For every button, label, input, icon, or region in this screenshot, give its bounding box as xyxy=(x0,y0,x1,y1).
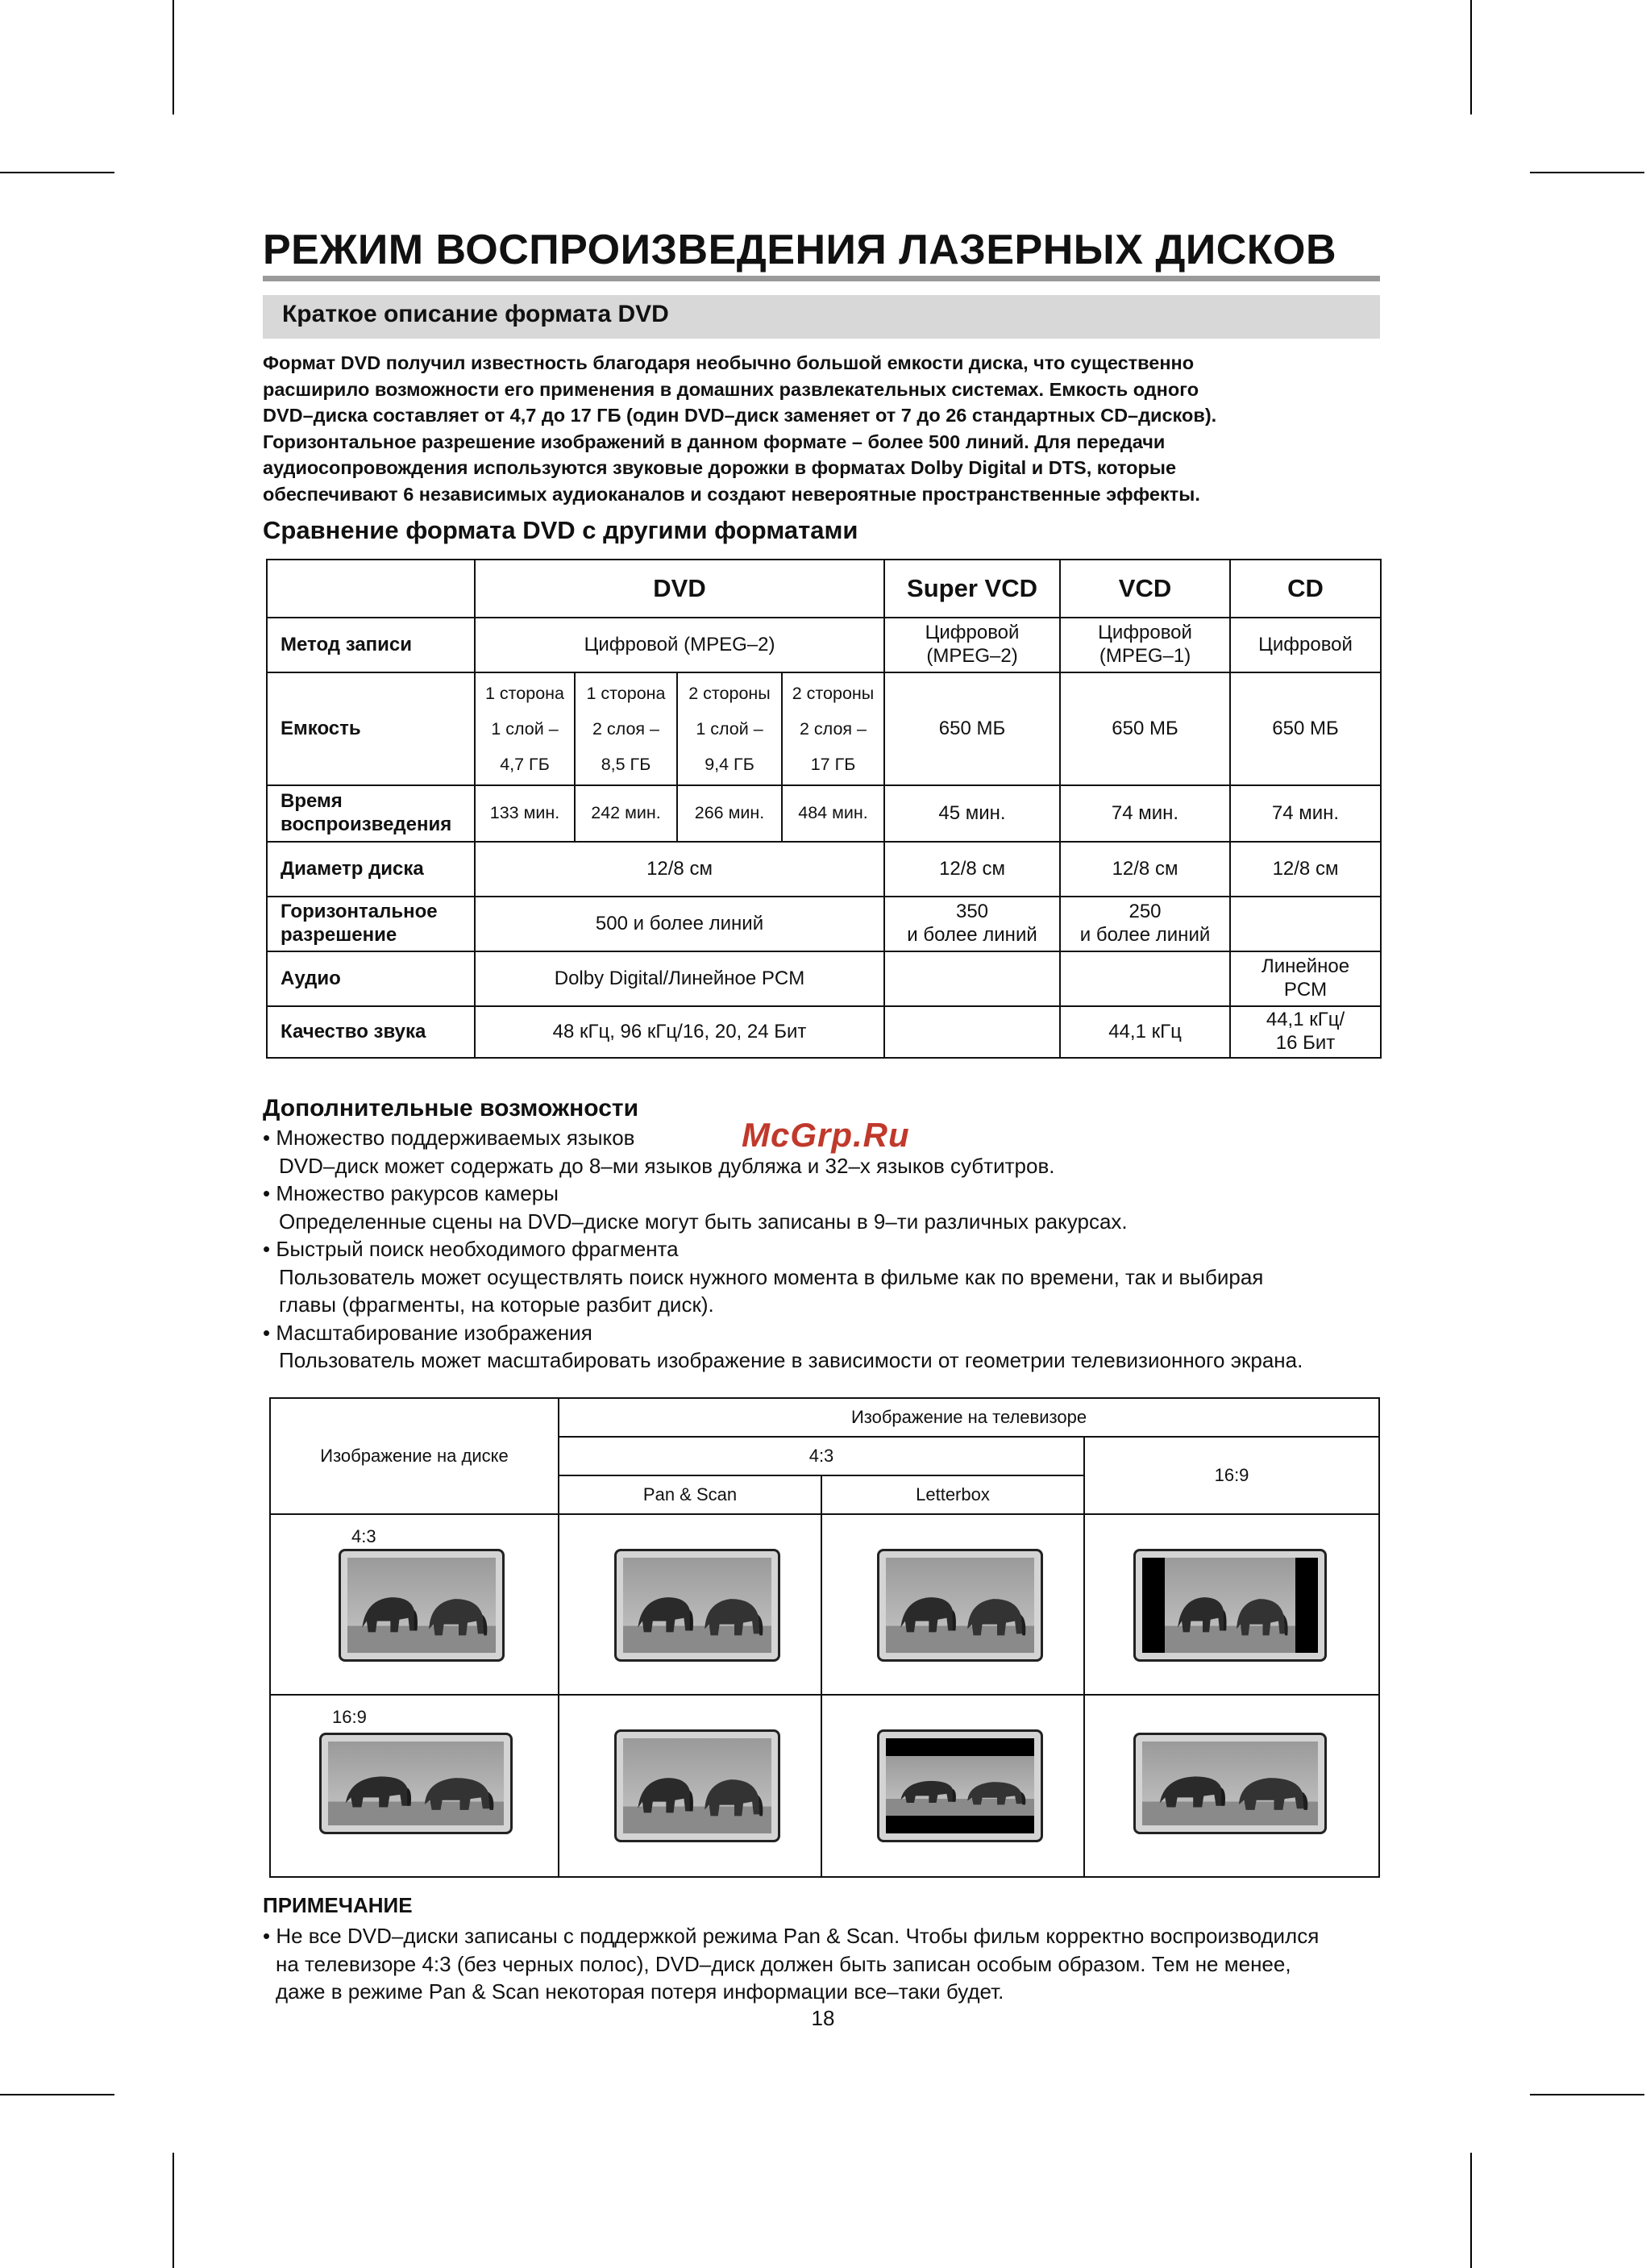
features-list xyxy=(263,1124,1391,1375)
crop-mark xyxy=(172,0,174,114)
crop-mark xyxy=(1530,172,1644,173)
cell-svcd xyxy=(884,1006,1060,1058)
intro-line: Горизонтальное разрешение изображений в данном формате – более 500 линий. Для передачи xyxy=(263,431,1166,452)
cell-svcd: 12/8 см xyxy=(884,842,1060,897)
crop-mark xyxy=(0,2094,114,2095)
cell-cd: 44,1 кГц/ 16 Бит xyxy=(1230,1006,1381,1058)
cell-svcd xyxy=(884,951,1060,1006)
wide-43-cell xyxy=(1084,1514,1379,1695)
cell-vcd: 74 мин. xyxy=(1060,785,1230,842)
row-diameter xyxy=(267,842,1381,897)
tv-screen-image xyxy=(319,1733,513,1834)
cell-vcd: Цифровой (MPEG–1) xyxy=(1060,618,1230,672)
crop-mark xyxy=(1470,0,1472,114)
note-line: даже в режиме Pan & Scan некоторая потеря информации все–таки будет. xyxy=(276,1979,1004,2004)
crop-mark xyxy=(172,2153,174,2268)
row-label: Емкость xyxy=(267,672,475,785)
row-resolution xyxy=(267,897,1381,951)
row-playtime xyxy=(267,785,1381,842)
feature-head: • Быстрый поиск необходимого фрагмента xyxy=(263,1237,679,1261)
comparison-table xyxy=(266,559,1382,1059)
cell-cd: 650 МБ xyxy=(1230,672,1381,785)
intro-line: Формат DVD получил известность благодаря необычно большой емкости диска, что существенно xyxy=(263,352,1195,373)
intro-paragraph xyxy=(263,350,1383,508)
cell-svcd: 650 МБ xyxy=(884,672,1060,785)
cell-svcd: 350 и более линий xyxy=(884,897,1060,951)
elephant-scene xyxy=(1165,1558,1295,1653)
row-label: Метод записи xyxy=(267,618,475,672)
cell-dvd-time: 484 мин. xyxy=(782,785,884,842)
feature-head: • Множество ракурсов камеры xyxy=(263,1181,559,1205)
comparison-title: Сравнение формата DVD с другими форматами xyxy=(263,516,858,544)
feature-body: DVD–диск может содержать до 8–ми языков дубляжа и 32–х языков субтитров. xyxy=(279,1153,1055,1178)
letterbox-43-cell xyxy=(821,1514,1084,1695)
cell-vcd: 12/8 см xyxy=(1060,842,1230,897)
feature-body: Пользователь может осуществлять поиск нужного момента в фильме как по времени, так и выбирая xyxy=(279,1264,1264,1289)
wide-169-cell xyxy=(1084,1695,1379,1877)
row-label: Качество звука xyxy=(267,1006,475,1058)
col-header-dvd: DVD xyxy=(475,560,884,618)
aspect-ratio-table xyxy=(269,1397,1380,1878)
pillarbox-bar xyxy=(1142,1558,1165,1653)
ratio-label: 4:3 xyxy=(351,1526,376,1546)
tv-screen-image xyxy=(877,1729,1043,1842)
feature-body: Определенные сцены на DVD–диске могут быть записаны в 9–ти различных ракурсах. xyxy=(279,1209,1128,1234)
pan-scan-169-cell xyxy=(559,1695,821,1877)
feature-head: • Масштабирование изображения xyxy=(263,1320,592,1345)
elephant-scene xyxy=(347,1558,496,1653)
elephant-scene xyxy=(623,1738,771,1833)
section-title: Краткое описание формата DVD xyxy=(282,301,669,327)
cell-dvd: 12/8 см xyxy=(475,842,884,897)
title-rule xyxy=(263,276,1380,281)
cell-cd xyxy=(1230,897,1381,951)
intro-line: обеспечивают 6 независимых аудиоканалов и создают невероятные пространственные эффекты. xyxy=(263,483,1200,505)
row-method xyxy=(267,618,1381,672)
cell-dvd-time: 133 мин. xyxy=(475,785,575,842)
cell-dvd: Цифровой (MPEG–2) xyxy=(475,618,884,672)
tv-image-header: Изображение на телевизоре xyxy=(559,1398,1379,1437)
pan-scan-header: Pan & Scan xyxy=(559,1475,821,1514)
elephant-scene xyxy=(886,1558,1034,1653)
cell-cd: 74 мин. xyxy=(1230,785,1381,842)
intro-line: DVD–диска составляет от 4,7 до 17 ГБ (один DVD–диск заменяет от 7 до 26 стандартных CD–дисков). xyxy=(263,405,1217,427)
tv-screen-image xyxy=(614,1729,780,1842)
note-text xyxy=(263,1922,1391,2006)
feature-body: главы (фрагменты, на которые разбит диск). xyxy=(279,1292,714,1317)
row-label: Горизонтальное разрешение xyxy=(267,897,475,951)
tv-screen-image xyxy=(1133,1733,1327,1834)
intro-line: аудиосопровождения используются звуковые дорожки в форматах Dolby Digital и DTS, которые xyxy=(263,457,1177,479)
cell-dvd: 48 кГц, 96 кГц/16, 20, 24 Бит xyxy=(475,1006,884,1058)
features-title: Дополнительные возможности xyxy=(263,1095,639,1122)
note-line: на телевизоре 4:3 (без черных полос), DVD–диск должен быть записан особым образом. Тем не менее, xyxy=(276,1951,1291,1976)
col-header-cd: CD xyxy=(1230,560,1381,618)
elephant-scene xyxy=(1142,1742,1318,1825)
cell-dvd-capacity: 2 стороны 2 слоя – 17 ГБ xyxy=(782,672,884,785)
cell-dvd-capacity: 1 сторона 1 слой – 4,7 ГБ xyxy=(475,672,575,785)
crop-mark xyxy=(1530,2094,1644,2095)
cell-dvd-time: 266 мин. xyxy=(677,785,782,842)
cell-cd: Линейное PCM xyxy=(1230,951,1381,1006)
cell-svcd: Цифровой (MPEG–2) xyxy=(884,618,1060,672)
letterbox-bar xyxy=(886,1738,1034,1756)
page-title: РЕЖИМ ВОСПРОИЗВЕДЕНИЯ ЛАЗЕРНЫХ ДИСКОВ xyxy=(263,227,1337,273)
empty-header-cell xyxy=(267,560,475,618)
feature-head: • Множество поддерживаемых языков xyxy=(263,1126,635,1150)
cell-dvd-time: 242 мин. xyxy=(575,785,677,842)
elephant-scene xyxy=(328,1742,504,1825)
header-row xyxy=(267,560,1381,618)
elephant-scene xyxy=(886,1756,1034,1816)
cell-vcd: 44,1 кГц xyxy=(1060,1006,1230,1058)
cell-vcd: 650 МБ xyxy=(1060,672,1230,785)
row-capacity xyxy=(267,672,1381,785)
cell-dvd-capacity: 2 стороны 1 слой – 9,4 ГБ xyxy=(677,672,782,785)
ratio-label: 16:9 xyxy=(332,1707,367,1727)
elephant-scene xyxy=(623,1558,771,1653)
cell-cd: Цифровой xyxy=(1230,618,1381,672)
disc-43-cell xyxy=(270,1514,559,1695)
cell-vcd xyxy=(1060,951,1230,1006)
page-number: 18 xyxy=(811,2006,835,2030)
row-label: Диаметр диска xyxy=(267,842,475,897)
ratio-43-header: 4:3 xyxy=(559,1437,1084,1475)
tv-screen-image xyxy=(339,1549,505,1662)
note-title: ПРИМЕЧАНИЕ xyxy=(263,1893,413,1917)
watermark: McGrp.Ru xyxy=(742,1116,910,1154)
col-header-vcd: VCD xyxy=(1060,560,1230,618)
cell-dvd-capacity: 1 сторона 2 слоя – 8,5 ГБ xyxy=(575,672,677,785)
tv-screen-image xyxy=(1133,1549,1327,1662)
pillarbox-bar xyxy=(1295,1558,1318,1653)
letterbox-169-cell xyxy=(821,1695,1084,1877)
col-header-svcd: Super VCD xyxy=(884,560,1060,618)
cell-svcd: 45 мин. xyxy=(884,785,1060,842)
letterbox-bar xyxy=(886,1816,1034,1833)
pan-scan-43-cell xyxy=(559,1514,821,1695)
row-quality xyxy=(267,1006,1381,1058)
cell-dvd: Dolby Digital/Линейное PCM xyxy=(475,951,884,1006)
intro-line: расширило возможности его применения в домашних развлекательных системах. Емкость одного xyxy=(263,378,1199,400)
row-label: Время воспроизведения xyxy=(267,785,475,842)
feature-body: Пользователь может масштабировать изображение в зависимости от геометрии телевизионного экрана. xyxy=(279,1348,1303,1372)
disc-image-header: Изображение на диске xyxy=(270,1398,559,1514)
cell-cd: 12/8 см xyxy=(1230,842,1381,897)
cell-vcd: 250 и более линий xyxy=(1060,897,1230,951)
disc-169-cell xyxy=(270,1695,559,1877)
ratio-169-header: 16:9 xyxy=(1084,1437,1379,1514)
crop-mark xyxy=(0,172,114,173)
row-audio xyxy=(267,951,1381,1006)
note-line: • Не все DVD–диски записаны с поддержкой режима Pan & Scan. Чтобы фильм корректно воспроизводился xyxy=(263,1924,1320,1948)
tv-screen-image xyxy=(614,1549,780,1662)
row-label: Аудио xyxy=(267,951,475,1006)
tv-screen-image xyxy=(877,1549,1043,1662)
cell-dvd: 500 и более линий xyxy=(475,897,884,951)
letterbox-header: Letterbox xyxy=(821,1475,1084,1514)
crop-mark xyxy=(1470,2153,1472,2268)
